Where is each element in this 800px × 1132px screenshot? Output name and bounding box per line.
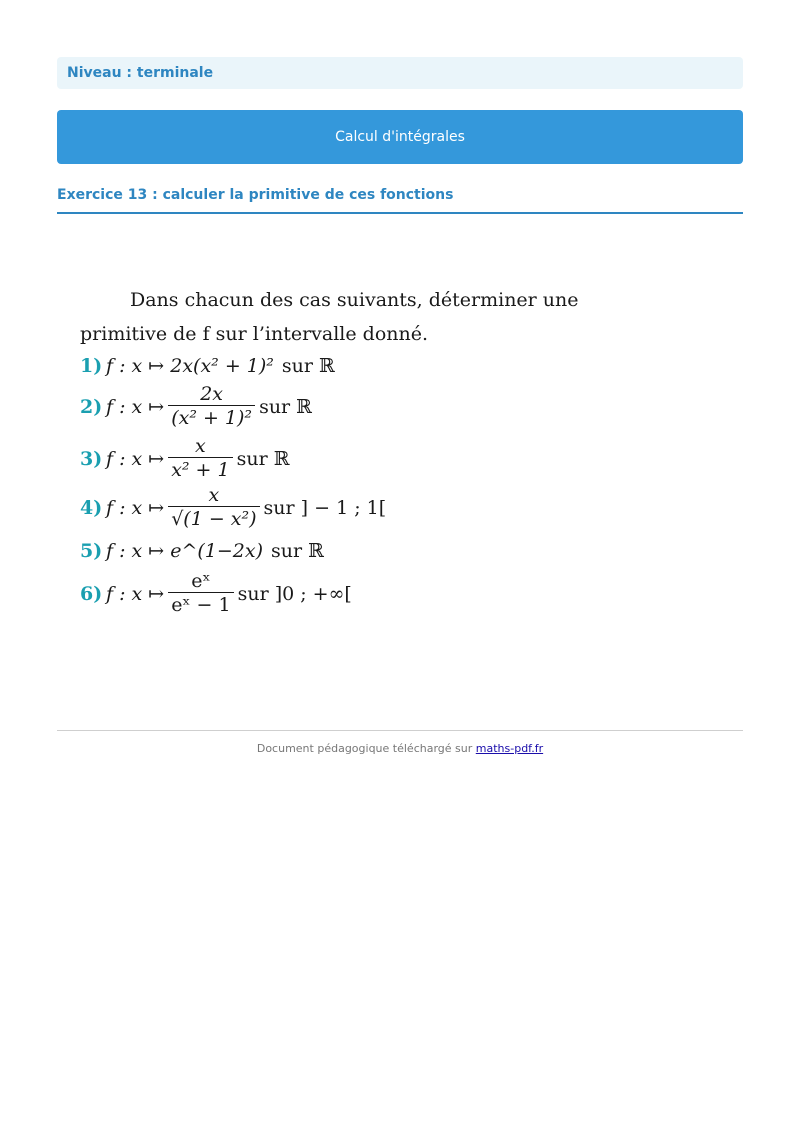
item-interval: sur ℝ — [236, 447, 290, 470]
exercise-item-3 — [80, 435, 290, 482]
item-interval: sur ℝ — [281, 355, 335, 377]
item-fraction — [168, 383, 255, 430]
item-function-prefix: f : x ↦ — [106, 395, 165, 418]
intro-line-1: Dans chacun des cas suivants, déterminer une — [130, 289, 579, 311]
level-banner: Niveau : terminale — [57, 57, 743, 89]
exercise-title: Exercice 13 : calculer la primitive de ces fonctions — [57, 184, 743, 214]
page-title: Calcul d'intégrales — [57, 110, 743, 164]
fraction-numerator: x — [195, 435, 206, 457]
item-number: 2) — [80, 395, 103, 418]
item-expression: f : x ↦ e^(1−2x) — [106, 540, 264, 562]
footer-divider — [57, 730, 743, 731]
item-fraction — [168, 570, 233, 617]
item-number: 1) — [80, 355, 103, 377]
fraction-denominator: x² + 1 — [168, 457, 232, 482]
footer-text: Document pédagogique téléchargé sur — [256, 742, 473, 755]
item-expression: f : x ↦ 2x(x² + 1)² — [106, 355, 274, 377]
item-interval: sur ]0 ; +∞[ — [237, 582, 352, 605]
exercise-statement — [80, 283, 640, 616]
footer — [57, 742, 743, 755]
item-number: 3) — [80, 447, 103, 470]
item-fraction — [168, 435, 232, 482]
fraction-numerator: eˣ — [191, 570, 211, 592]
fraction-denominator: eˣ − 1 — [168, 592, 233, 617]
fraction-denominator: √(1 − x²) — [168, 506, 259, 531]
footer-link[interactable]: maths-pdf.fr — [475, 742, 544, 755]
item-function-prefix: f : x ↦ — [106, 447, 165, 470]
fraction-denominator: (x² + 1)² — [168, 405, 255, 430]
exercise-intro — [80, 283, 640, 351]
intro-line-2: primitive de f sur l’intervalle donné. — [80, 323, 429, 345]
item-interval: sur ℝ — [259, 395, 312, 418]
exercise-item-6 — [80, 570, 352, 617]
exercise-item-2 — [80, 383, 312, 430]
fraction-numerator: x — [208, 484, 220, 506]
item-function-prefix: f : x ↦ — [106, 496, 165, 519]
item-interval: sur ] − 1 ; 1[ — [263, 496, 387, 519]
item-fraction — [168, 484, 259, 531]
exercise-item-5 — [80, 540, 324, 562]
item-function-prefix: f : x ↦ — [106, 582, 165, 605]
item-number: 4) — [80, 496, 103, 519]
item-interval: sur ℝ — [271, 540, 324, 562]
exercise-item-1 — [80, 355, 335, 377]
fraction-numerator: 2x — [200, 383, 224, 405]
item-number: 6) — [80, 582, 103, 605]
exercise-item-4 — [80, 484, 386, 531]
item-number: 5) — [80, 540, 103, 562]
